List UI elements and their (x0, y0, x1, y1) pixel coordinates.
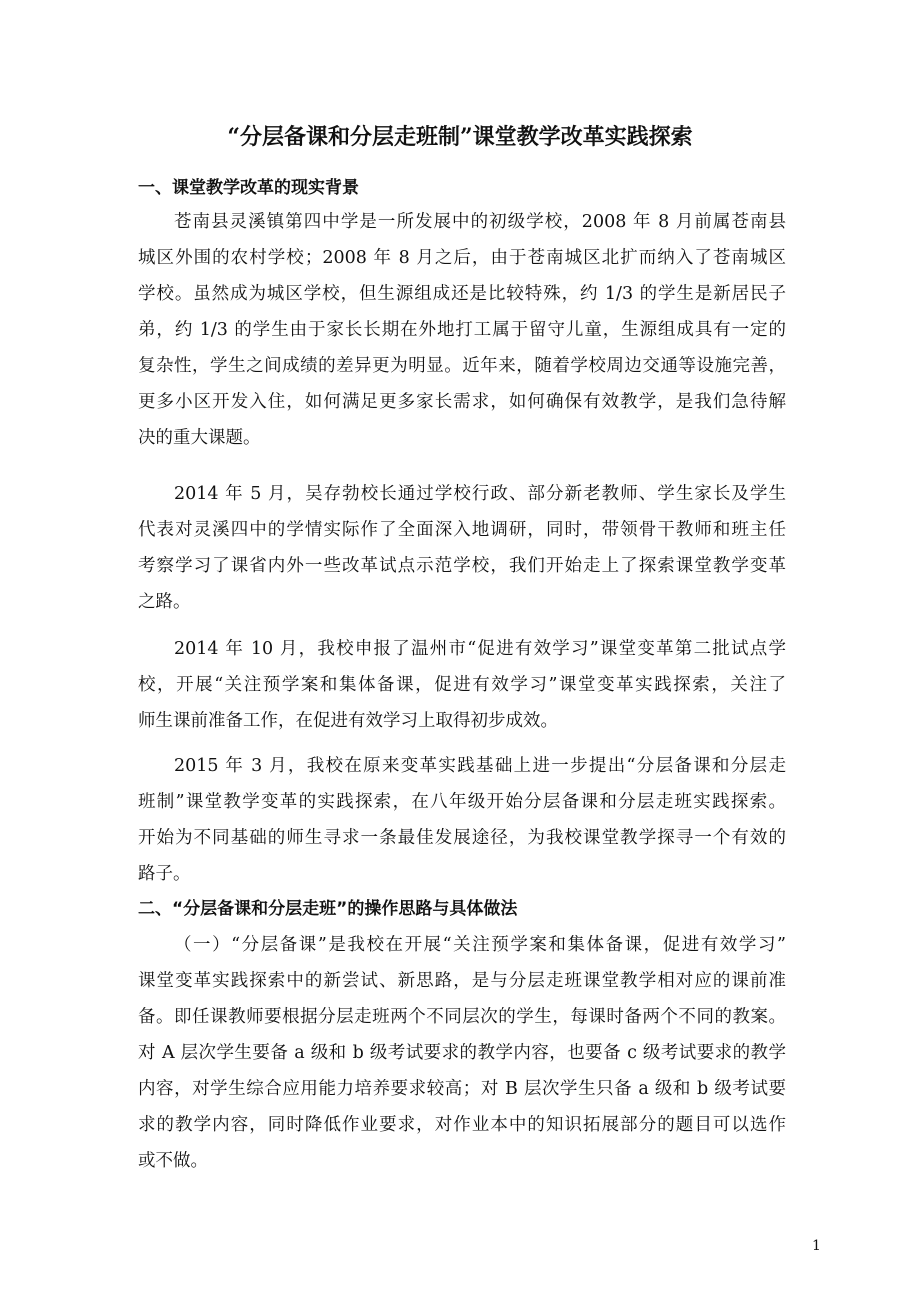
text-line: 决的重大课题。 (138, 428, 261, 448)
text-line: 求的教学内容，同时降低作业要求，对作业本中的知识拓展部分的题目可以选作 (138, 1115, 786, 1135)
text-line: 课堂变革实践探索中的新尝试、新思路，是与分层走班课堂教学相对应的课前准 (138, 971, 786, 991)
paragraph-2 (138, 476, 786, 620)
text-line: （一）“分层备课”是我校在开展“关注预学案和集体备课，促进有效学习” (174, 935, 786, 955)
text-line: 开始为不同基础的师生寻求一条最佳发展途径，为我校课堂教学探寻一个有效的 (138, 828, 786, 848)
text-line: 2014 年 5 月，吴存勃校长通过学校行政、部分新老教师、学生家长及学生 (174, 484, 786, 504)
text-line: 之路。 (138, 592, 191, 612)
text-line: 学校。虽然成为城区学校，但生源组成还是比较特殊，约 1/3 的学生是新居民子 (138, 284, 786, 304)
text-line: 代表对灵溪四中的学情实际作了全面深入地调研，同时，带领骨干教师和班主任 (138, 520, 786, 540)
text-line: 对 A 层次学生要备 a 级和 b 级考试要求的教学内容，也要备 c 级考试要求的教学 (138, 1043, 786, 1063)
text-line: 考察学习了课省内外一些改革试点示范学校，我们开始走上了探索课堂教学变革 (138, 556, 786, 576)
document-title: “分层备课和分层走班制”课堂教学改革实践探索 (227, 124, 693, 150)
paragraph-4 (138, 748, 786, 892)
text-line: 班制”课堂教学变革的实践探索，在八年级开始分层备课和分层走班实践探索。 (138, 792, 786, 812)
text-line: 或不做。 (138, 1151, 208, 1171)
page-number: 1 (812, 1238, 821, 1254)
heading-text: 二、“分层备课和分层走班”的操作思路与具体做法 (138, 899, 518, 919)
text-line: 师生课前准备工作，在促进有效学习上取得初步成效。 (138, 711, 558, 731)
text-line: 弟，约 1/3 的学生由于家长长期在外地打工属于留守儿童，生源组成具有一定的 (138, 320, 786, 340)
section-heading-2 (138, 891, 786, 927)
text-line: 更多小区开发入住，如何满足更多家长需求，如何确保有效教学，是我们急待解 (138, 392, 786, 412)
paragraph-1 (138, 204, 786, 456)
text-line: 城区外围的农村学校；2008 年 8 月之后，由于苍南城区北扩而纳入了苍南城区 (138, 248, 786, 268)
section-heading-1 (138, 170, 786, 206)
text-line: 2015 年 3 月，我校在原来变革实践基础上进一步提出“分层备课和分层走 (174, 756, 786, 776)
text-line: 2014 年 10 月，我校申报了温州市“促进有效学习”课堂变革第二批试点学 (174, 639, 786, 659)
text-line: 复杂性，学生之间成绩的差异更为明显。近年来，随着学校周边交通等设施完善， (138, 356, 786, 376)
text-line: 校，开展“关注预学案和集体备课，促进有效学习”课堂变革实践探索，关注了 (138, 675, 786, 695)
text-line: 苍南县灵溪镇第四中学是一所发展中的初级学校，2008 年 8 月前属苍南县 (174, 212, 786, 232)
heading-text: 一、课堂教学改革的现实背景 (138, 178, 359, 198)
text-line: 内容，对学生综合应用能力培养要求较高；对 B 层次学生只备 a 级和 b 级考试要 (138, 1079, 786, 1099)
paragraph-3 (138, 631, 786, 739)
paragraph-5 (138, 927, 786, 1179)
text-line: 备。即任课教师要根据分层走班两个不同层次的学生，每课时备两个不同的教案。 (138, 1007, 786, 1027)
text-line: 路子。 (138, 864, 191, 884)
